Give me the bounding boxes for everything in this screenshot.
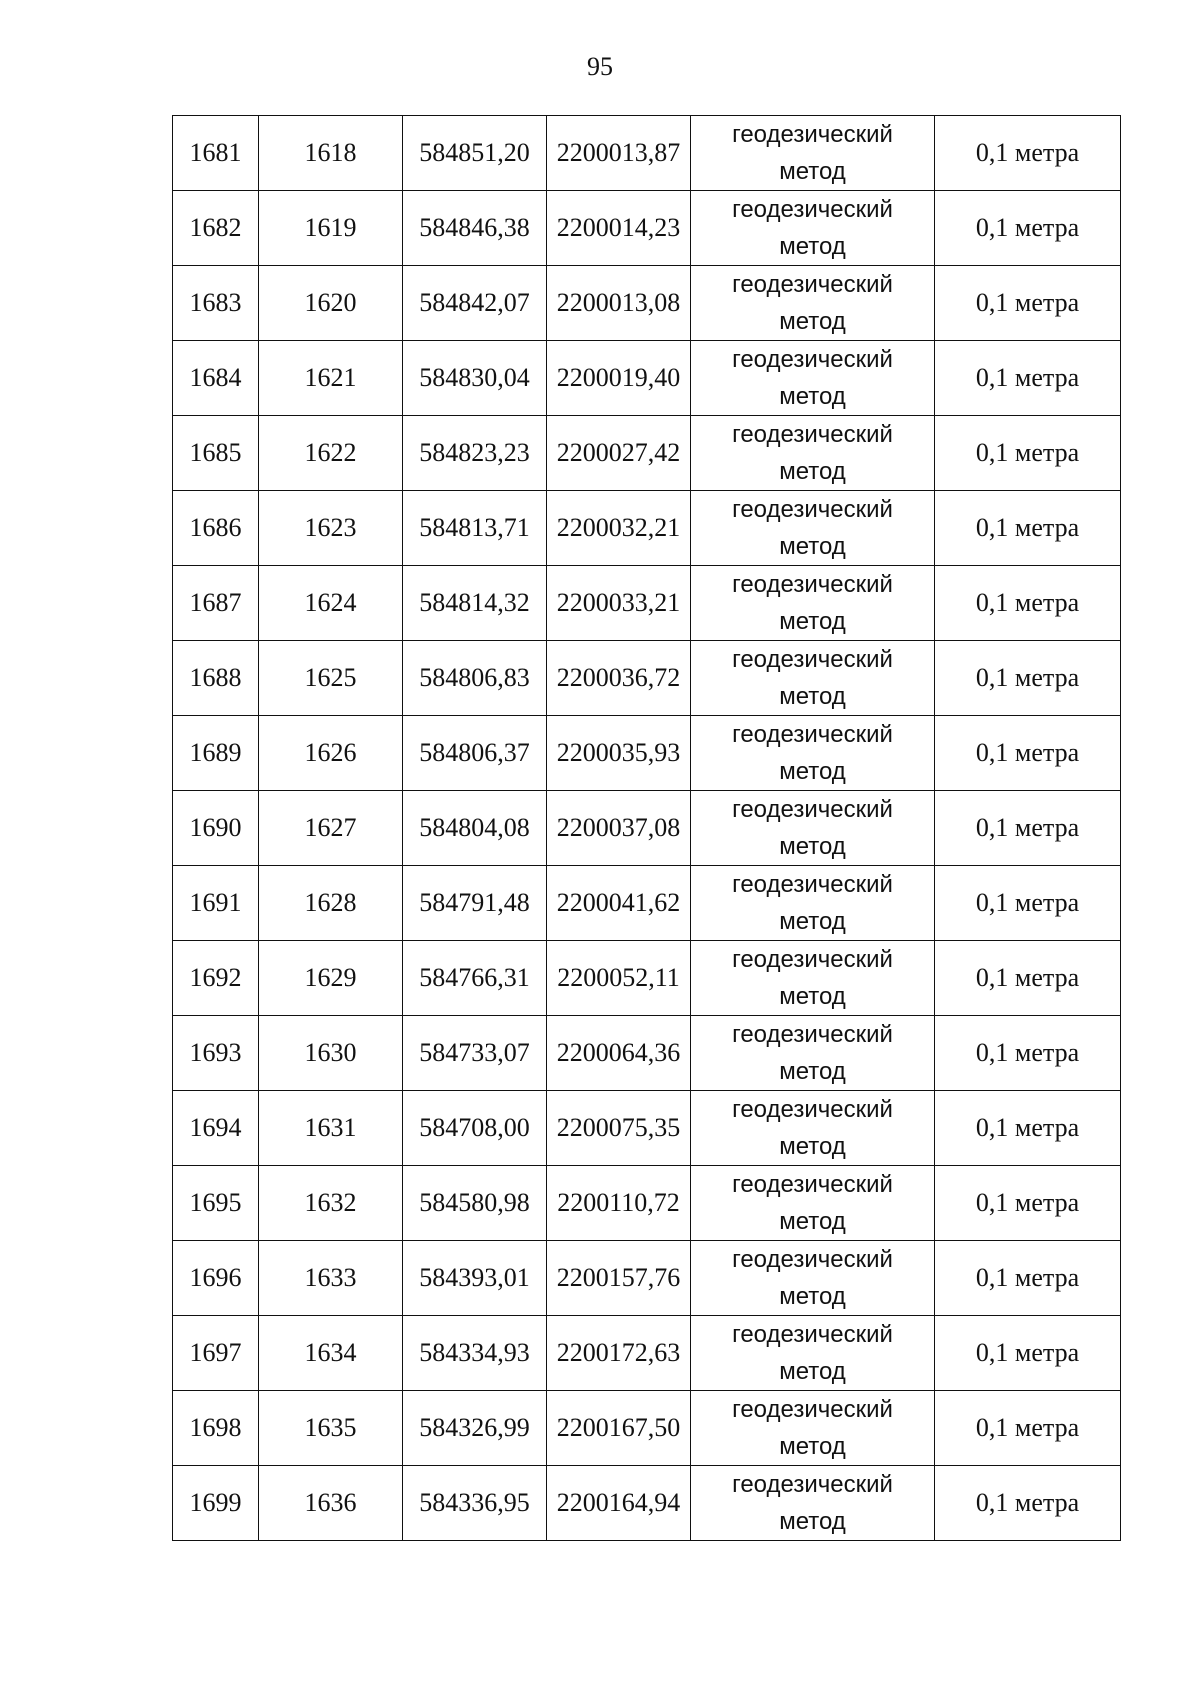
method-line-2: метод — [779, 1133, 846, 1160]
y-coordinate-cell: 2200041,62 — [547, 866, 691, 941]
accuracy-cell: 0,1 метра — [935, 1016, 1121, 1091]
x-coordinate-cell: 584766,31 — [403, 941, 547, 1016]
x-coordinate-cell: 584823,23 — [403, 416, 547, 491]
method-line-1: геодезический — [732, 421, 893, 448]
table-row — [173, 116, 1121, 191]
x-coordinate-cell: 584334,93 — [403, 1316, 547, 1391]
y-coordinate-cell: 2200075,35 — [547, 1091, 691, 1166]
accuracy-cell: 0,1 метра — [935, 866, 1121, 941]
y-coordinate-cell: 2200157,76 — [547, 1241, 691, 1316]
accuracy-cell: 0,1 метра — [935, 1166, 1121, 1241]
accuracy-cell: 0,1 метра — [935, 116, 1121, 191]
table-row — [173, 1241, 1121, 1316]
point-number-cell: 1636 — [259, 1466, 403, 1541]
accuracy-cell: 0,1 метра — [935, 191, 1121, 266]
point-number-cell: 1624 — [259, 566, 403, 641]
point-number-cell: 1621 — [259, 341, 403, 416]
table-row — [173, 641, 1121, 716]
method-cell — [691, 341, 935, 416]
method-cell — [691, 1016, 935, 1091]
method-line-2: метод — [779, 608, 846, 635]
method-line-2: метод — [779, 533, 846, 560]
x-coordinate-cell: 584806,37 — [403, 716, 547, 791]
method-line-1: геодезический — [732, 121, 893, 148]
row-number-cell: 1697 — [173, 1316, 259, 1391]
row-number-cell: 1691 — [173, 866, 259, 941]
y-coordinate-cell: 2200167,50 — [547, 1391, 691, 1466]
coordinates-table — [172, 115, 1121, 1541]
y-coordinate-cell: 2200035,93 — [547, 716, 691, 791]
x-coordinate-cell: 584804,08 — [403, 791, 547, 866]
point-number-cell: 1628 — [259, 866, 403, 941]
method-line-2: метод — [779, 833, 846, 860]
method-line-2: метод — [779, 983, 846, 1010]
point-number-cell: 1632 — [259, 1166, 403, 1241]
method-line-2: метод — [779, 458, 846, 485]
row-number-cell: 1681 — [173, 116, 259, 191]
y-coordinate-cell: 2200033,21 — [547, 566, 691, 641]
accuracy-cell: 0,1 метра — [935, 716, 1121, 791]
method-cell — [691, 566, 935, 641]
table-row — [173, 866, 1121, 941]
coordinates-table-body — [173, 116, 1121, 1541]
table-row — [173, 491, 1121, 566]
y-coordinate-cell: 2200013,08 — [547, 266, 691, 341]
table-row — [173, 791, 1121, 866]
x-coordinate-cell: 584708,00 — [403, 1091, 547, 1166]
x-coordinate-cell: 584806,83 — [403, 641, 547, 716]
method-line-1: геодезический — [732, 1171, 893, 1198]
row-number-cell: 1694 — [173, 1091, 259, 1166]
method-cell — [691, 1091, 935, 1166]
row-number-cell: 1692 — [173, 941, 259, 1016]
method-line-1: геодезический — [732, 796, 893, 823]
table-row — [173, 1091, 1121, 1166]
point-number-cell: 1623 — [259, 491, 403, 566]
row-number-cell: 1695 — [173, 1166, 259, 1241]
y-coordinate-cell: 2200032,21 — [547, 491, 691, 566]
method-line-2: метод — [779, 1358, 846, 1385]
x-coordinate-cell: 584814,32 — [403, 566, 547, 641]
y-coordinate-cell: 2200037,08 — [547, 791, 691, 866]
point-number-cell: 1620 — [259, 266, 403, 341]
point-number-cell: 1627 — [259, 791, 403, 866]
row-number-cell: 1689 — [173, 716, 259, 791]
x-coordinate-cell: 584830,04 — [403, 341, 547, 416]
method-line-2: метод — [779, 383, 846, 410]
x-coordinate-cell: 584336,95 — [403, 1466, 547, 1541]
method-cell — [691, 866, 935, 941]
method-cell — [691, 491, 935, 566]
table-row — [173, 1316, 1121, 1391]
y-coordinate-cell: 2200019,40 — [547, 341, 691, 416]
row-number-cell: 1687 — [173, 566, 259, 641]
table-row — [173, 416, 1121, 491]
y-coordinate-cell: 2200036,72 — [547, 641, 691, 716]
row-number-cell: 1682 — [173, 191, 259, 266]
table-row — [173, 1166, 1121, 1241]
x-coordinate-cell: 584842,07 — [403, 266, 547, 341]
accuracy-cell: 0,1 метра — [935, 791, 1121, 866]
point-number-cell: 1626 — [259, 716, 403, 791]
y-coordinate-cell: 2200164,94 — [547, 1466, 691, 1541]
method-cell — [691, 716, 935, 791]
accuracy-cell: 0,1 метра — [935, 566, 1121, 641]
method-line-1: геодезический — [732, 1021, 893, 1048]
method-line-2: метод — [779, 758, 846, 785]
method-line-2: метод — [779, 1433, 846, 1460]
row-number-cell: 1696 — [173, 1241, 259, 1316]
page-number: 95 — [587, 52, 613, 81]
accuracy-cell: 0,1 метра — [935, 341, 1121, 416]
y-coordinate-cell: 2200013,87 — [547, 116, 691, 191]
point-number-cell: 1629 — [259, 941, 403, 1016]
accuracy-cell: 0,1 метра — [935, 1091, 1121, 1166]
table-row — [173, 341, 1121, 416]
method-cell — [691, 266, 935, 341]
method-line-1: геодезический — [732, 721, 893, 748]
method-cell — [691, 641, 935, 716]
accuracy-cell: 0,1 метра — [935, 491, 1121, 566]
method-line-2: метод — [779, 908, 846, 935]
method-cell — [691, 1316, 935, 1391]
y-coordinate-cell: 2200064,36 — [547, 1016, 691, 1091]
method-line-2: метод — [779, 683, 846, 710]
method-cell — [691, 416, 935, 491]
point-number-cell: 1625 — [259, 641, 403, 716]
method-cell — [691, 191, 935, 266]
point-number-cell: 1633 — [259, 1241, 403, 1316]
y-coordinate-cell: 2200052,11 — [547, 941, 691, 1016]
accuracy-cell: 0,1 метра — [935, 1391, 1121, 1466]
method-cell — [691, 791, 935, 866]
point-number-cell: 1635 — [259, 1391, 403, 1466]
method-cell — [691, 1466, 935, 1541]
point-number-cell: 1618 — [259, 116, 403, 191]
row-number-cell: 1698 — [173, 1391, 259, 1466]
method-line-1: геодезический — [732, 871, 893, 898]
table-row — [173, 191, 1121, 266]
point-number-cell: 1634 — [259, 1316, 403, 1391]
method-line-1: геодезический — [732, 571, 893, 598]
x-coordinate-cell: 584393,01 — [403, 1241, 547, 1316]
method-line-1: геодезический — [732, 1471, 893, 1498]
table-row — [173, 1391, 1121, 1466]
method-line-1: геодезический — [732, 1096, 893, 1123]
row-number-cell: 1688 — [173, 641, 259, 716]
x-coordinate-cell: 584791,48 — [403, 866, 547, 941]
method-line-1: геодезический — [732, 496, 893, 523]
accuracy-cell: 0,1 метра — [935, 941, 1121, 1016]
point-number-cell: 1631 — [259, 1091, 403, 1166]
x-coordinate-cell: 584580,98 — [403, 1166, 547, 1241]
point-number-cell: 1619 — [259, 191, 403, 266]
row-number-cell: 1693 — [173, 1016, 259, 1091]
x-coordinate-cell: 584846,38 — [403, 191, 547, 266]
x-coordinate-cell: 584813,71 — [403, 491, 547, 566]
method-line-1: геодезический — [732, 346, 893, 373]
table-row — [173, 1016, 1121, 1091]
point-number-cell: 1622 — [259, 416, 403, 491]
accuracy-cell: 0,1 метра — [935, 641, 1121, 716]
accuracy-cell: 0,1 метра — [935, 266, 1121, 341]
table-row — [173, 566, 1121, 641]
accuracy-cell: 0,1 метра — [935, 1241, 1121, 1316]
method-line-1: геодезический — [732, 271, 893, 298]
method-line-1: геодезический — [732, 1396, 893, 1423]
method-line-1: геодезический — [732, 646, 893, 673]
table-row — [173, 941, 1121, 1016]
row-number-cell: 1690 — [173, 791, 259, 866]
method-cell — [691, 1391, 935, 1466]
y-coordinate-cell: 2200014,23 — [547, 191, 691, 266]
method-line-2: метод — [779, 1283, 846, 1310]
table-row — [173, 1466, 1121, 1541]
method-cell — [691, 1166, 935, 1241]
method-line-1: геодезический — [732, 946, 893, 973]
table-row — [173, 266, 1121, 341]
table-row — [173, 716, 1121, 791]
method-line-1: геодезический — [732, 196, 893, 223]
method-line-2: метод — [779, 308, 846, 335]
y-coordinate-cell: 2200110,72 — [547, 1166, 691, 1241]
accuracy-cell: 0,1 метра — [935, 1466, 1121, 1541]
row-number-cell: 1685 — [173, 416, 259, 491]
row-number-cell: 1683 — [173, 266, 259, 341]
method-line-2: метод — [779, 233, 846, 260]
x-coordinate-cell: 584851,20 — [403, 116, 547, 191]
accuracy-cell: 0,1 метра — [935, 416, 1121, 491]
row-number-cell: 1684 — [173, 341, 259, 416]
method-cell — [691, 1241, 935, 1316]
method-line-2: метод — [779, 1058, 846, 1085]
method-line-1: геодезический — [732, 1246, 893, 1273]
x-coordinate-cell: 584326,99 — [403, 1391, 547, 1466]
accuracy-cell: 0,1 метра — [935, 1316, 1121, 1391]
row-number-cell: 1699 — [173, 1466, 259, 1541]
method-line-2: метод — [779, 1508, 846, 1535]
method-line-1: геодезический — [732, 1321, 893, 1348]
method-cell — [691, 116, 935, 191]
x-coordinate-cell: 584733,07 — [403, 1016, 547, 1091]
y-coordinate-cell: 2200172,63 — [547, 1316, 691, 1391]
method-cell — [691, 941, 935, 1016]
point-number-cell: 1630 — [259, 1016, 403, 1091]
method-line-2: метод — [779, 1208, 846, 1235]
row-number-cell: 1686 — [173, 491, 259, 566]
y-coordinate-cell: 2200027,42 — [547, 416, 691, 491]
method-line-2: метод — [779, 158, 846, 185]
